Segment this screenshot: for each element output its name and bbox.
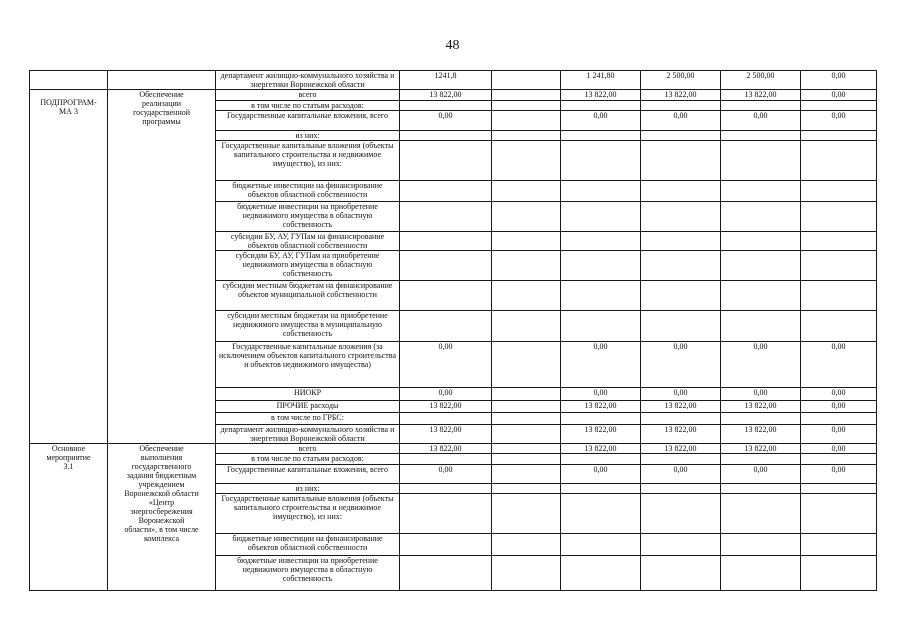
value-cell: 0,00 <box>400 111 492 131</box>
value-cell <box>641 181 721 202</box>
value-cell: 13 822,00 <box>400 90 492 101</box>
value-cell: 13 822,00 <box>400 425 492 444</box>
value-cell: 0,00 <box>801 90 877 101</box>
value-cell <box>400 281 492 311</box>
value-cell <box>721 141 801 181</box>
value-cell <box>721 101 801 111</box>
value-cell <box>641 311 721 342</box>
value-cell <box>492 71 561 90</box>
measure-title-cell <box>108 444 216 591</box>
value-cell <box>492 494 561 534</box>
measure-label-line: мероприятие <box>46 453 91 462</box>
value-cell <box>641 454 721 465</box>
row-description: бюджетные инвестиции на приобретение недвижимого имущества в областную собственность <box>216 556 400 591</box>
value-cell <box>721 311 801 342</box>
value-cell <box>721 534 801 556</box>
row-description: Государственные капитальные вложения (объекты капитального строительства и недвижимое имущество), из них: <box>216 141 400 181</box>
value-cell <box>561 232 641 251</box>
empty-title-cell <box>108 71 216 90</box>
value-cell <box>641 141 721 181</box>
value-cell <box>641 413 721 425</box>
value-cell: 0,00 <box>721 465 801 484</box>
value-cell <box>641 202 721 232</box>
value-cell: 13 822,00 <box>561 401 641 413</box>
value-cell: 0,00 <box>801 111 877 131</box>
value-cell <box>492 413 561 425</box>
value-cell <box>492 251 561 281</box>
value-cell <box>492 454 561 465</box>
table-row <box>30 90 877 101</box>
value-cell <box>561 311 641 342</box>
value-cell <box>400 534 492 556</box>
value-cell <box>561 413 641 425</box>
value-cell <box>801 101 877 111</box>
program-title-cell <box>108 90 216 444</box>
row-description: департамент жилищно-коммунального хозяйства и энергетики Воронежской области <box>216 425 400 444</box>
row-description: Государственные капитальные вложения, всего <box>216 465 400 484</box>
value-cell <box>801 281 877 311</box>
value-cell <box>641 484 721 494</box>
page-number: 48 <box>445 38 460 53</box>
value-cell: 2 500,00 <box>721 71 801 90</box>
program-label-line: ПОДПРОГРАМ- <box>40 98 97 107</box>
value-cell <box>561 494 641 534</box>
value-cell <box>492 131 561 141</box>
value-cell <box>641 131 721 141</box>
value-cell <box>641 281 721 311</box>
value-cell <box>400 181 492 202</box>
program-label-cell <box>30 90 108 444</box>
program-title-line: реализации <box>141 99 182 108</box>
value-cell: 13 822,00 <box>641 425 721 444</box>
measure-title-line: задания бюджетным <box>126 471 197 480</box>
program-title-line: государственной <box>132 108 190 117</box>
value-cell: 0,00 <box>561 465 641 484</box>
value-cell <box>400 232 492 251</box>
value-cell <box>801 131 877 141</box>
value-cell <box>721 202 801 232</box>
value-cell <box>492 181 561 202</box>
value-cell <box>492 202 561 232</box>
value-cell: 13 822,00 <box>641 444 721 454</box>
value-cell <box>400 101 492 111</box>
value-cell <box>561 131 641 141</box>
value-cell <box>561 534 641 556</box>
measure-title-line: энергосбережения <box>130 507 193 516</box>
value-cell <box>641 556 721 591</box>
row-description: Государственные капитальные вложения, всего <box>216 111 400 131</box>
value-cell <box>801 181 877 202</box>
value-cell <box>561 181 641 202</box>
value-cell <box>492 311 561 342</box>
value-cell <box>400 311 492 342</box>
value-cell <box>400 494 492 534</box>
value-cell: 13 822,00 <box>561 425 641 444</box>
value-cell <box>721 484 801 494</box>
row-description: ПРОЧИЕ расходы <box>216 401 400 413</box>
value-cell <box>400 141 492 181</box>
row-description: из них: <box>216 131 400 141</box>
value-cell <box>400 202 492 232</box>
value-cell <box>400 454 492 465</box>
row-description: в том числе по ГРБС: <box>216 413 400 425</box>
value-cell <box>492 388 561 401</box>
value-cell <box>492 342 561 388</box>
value-cell <box>801 534 877 556</box>
value-cell <box>400 484 492 494</box>
value-cell <box>561 281 641 311</box>
value-cell <box>492 90 561 101</box>
value-cell: 13 822,00 <box>641 90 721 101</box>
value-cell <box>492 425 561 444</box>
row-description: Государственные капитальные вложения (объекты капитального строительства и недвижимое имущество), из них: <box>216 494 400 534</box>
value-cell: 13 822,00 <box>561 90 641 101</box>
value-cell: 0,00 <box>801 71 877 90</box>
value-cell <box>721 556 801 591</box>
value-cell: 0,00 <box>801 465 877 484</box>
row-description: субсидии БУ, АУ, ГУПам на финансирование объектов областной собственности <box>216 232 400 251</box>
measure-title-line: Воронежской области <box>124 489 199 498</box>
value-cell <box>721 251 801 281</box>
value-cell <box>641 534 721 556</box>
value-cell <box>801 494 877 534</box>
value-cell: 0,00 <box>641 342 721 388</box>
value-cell <box>561 484 641 494</box>
value-cell: 13 822,00 <box>721 90 801 101</box>
value-cell: 13 822,00 <box>641 401 721 413</box>
value-cell: 0,00 <box>641 388 721 401</box>
value-cell: 0,00 <box>721 342 801 388</box>
value-cell <box>561 556 641 591</box>
value-cell: 13 822,00 <box>400 401 492 413</box>
value-cell <box>721 232 801 251</box>
table-row <box>30 71 877 90</box>
value-cell <box>641 101 721 111</box>
value-cell: 0,00 <box>641 111 721 131</box>
measure-label-line: 3.1 <box>63 462 74 471</box>
value-cell <box>721 494 801 534</box>
value-cell: 0,00 <box>801 401 877 413</box>
row-description: субсидии БУ, АУ, ГУПам на приобретение недвижимого имущества в областную собственность <box>216 251 400 281</box>
value-cell: 0,00 <box>721 111 801 131</box>
row-description: субсидии местным бюджетам на приобретение недвижимого имущества в муниципальную собственность <box>216 311 400 342</box>
value-cell: 0,00 <box>801 444 877 454</box>
budget-table <box>29 70 877 591</box>
value-cell <box>400 251 492 281</box>
value-cell <box>492 534 561 556</box>
value-cell: 0,00 <box>561 388 641 401</box>
value-cell <box>801 232 877 251</box>
value-cell: 13 822,00 <box>721 401 801 413</box>
value-cell: 13 822,00 <box>721 444 801 454</box>
row-description: департамент жилищно-коммунального хозяйства и энергетики Воронежской области <box>216 71 400 90</box>
value-cell <box>801 556 877 591</box>
value-cell <box>561 101 641 111</box>
value-cell <box>561 454 641 465</box>
value-cell <box>492 111 561 131</box>
measure-title-line: Воронежской <box>138 516 185 525</box>
value-cell <box>721 413 801 425</box>
value-cell <box>400 131 492 141</box>
value-cell <box>492 141 561 181</box>
row-description: Государственные капитальные вложения (за исключением объектов капитального строительства и объектов недвижимого имущества) <box>216 342 400 388</box>
value-cell <box>721 454 801 465</box>
value-cell <box>400 556 492 591</box>
value-cell: 2 500,00 <box>641 71 721 90</box>
empty-status-cell <box>30 71 108 90</box>
value-cell <box>721 131 801 141</box>
value-cell <box>492 101 561 111</box>
program-label-line: МА 3 <box>59 107 78 116</box>
value-cell <box>801 413 877 425</box>
value-cell <box>492 465 561 484</box>
measure-title-line: комплекса <box>143 534 180 543</box>
value-cell: 0,00 <box>400 342 492 388</box>
value-cell <box>400 413 492 425</box>
value-cell <box>721 281 801 311</box>
value-cell <box>561 251 641 281</box>
row-description: в том числе по статьям расходов: <box>216 454 400 465</box>
value-cell <box>801 454 877 465</box>
value-cell: 13 822,00 <box>561 444 641 454</box>
measure-title-line: государственного <box>131 462 192 471</box>
row-description: в том числе по статьям расходов: <box>216 101 400 111</box>
value-cell: 0,00 <box>721 388 801 401</box>
value-cell: 0,00 <box>561 111 641 131</box>
value-cell <box>641 494 721 534</box>
value-cell <box>561 202 641 232</box>
value-cell <box>801 251 877 281</box>
measure-title-line: области», в том числе <box>124 525 199 534</box>
row-description: НИОКР <box>216 388 400 401</box>
value-cell: 13 822,00 <box>721 425 801 444</box>
value-cell <box>721 181 801 202</box>
value-cell <box>492 444 561 454</box>
value-cell <box>641 251 721 281</box>
value-cell: 0,00 <box>400 465 492 484</box>
value-cell <box>801 311 877 342</box>
row-description: бюджетные инвестиции на приобретение недвижимого имущества в областную собственность <box>216 202 400 232</box>
value-cell: 1241,8 <box>400 71 492 90</box>
value-cell: 0,00 <box>801 425 877 444</box>
program-title-line: Обеспечение <box>139 90 184 99</box>
value-cell: 0,00 <box>801 342 877 388</box>
value-cell <box>801 202 877 232</box>
row-description: бюджетные инвестиции на финансирование объектов областной собственности <box>216 534 400 556</box>
value-cell <box>492 401 561 413</box>
measure-title-line: «Центр <box>148 498 175 507</box>
value-cell: 0,00 <box>561 342 641 388</box>
measure-title-line: выполнения <box>140 453 183 462</box>
value-cell <box>561 141 641 181</box>
row-description: всего <box>216 90 400 101</box>
value-cell: 13 822,00 <box>400 444 492 454</box>
value-cell <box>492 232 561 251</box>
value-cell <box>492 556 561 591</box>
row-description: всего <box>216 444 400 454</box>
value-cell <box>801 141 877 181</box>
measure-label-line: Основное <box>51 444 86 453</box>
program-title-line: программы <box>142 117 181 126</box>
value-cell: 0,00 <box>641 465 721 484</box>
table-row <box>30 444 877 454</box>
value-cell <box>492 484 561 494</box>
value-cell <box>801 484 877 494</box>
value-cell: 1 241,80 <box>561 71 641 90</box>
value-cell: 0,00 <box>801 388 877 401</box>
row-description: из них: <box>216 484 400 494</box>
measure-title-line: учреждением <box>138 480 185 489</box>
value-cell <box>641 232 721 251</box>
measure-label-cell <box>30 444 108 591</box>
value-cell <box>492 281 561 311</box>
row-description: бюджетные инвестиции на финансирование объектов областной собственности <box>216 181 400 202</box>
measure-title-line: Обеспечение <box>139 444 184 453</box>
row-description: субсидии местным бюджетам на финансирование объектов муниципальной собственности <box>216 281 400 311</box>
value-cell: 0,00 <box>400 388 492 401</box>
